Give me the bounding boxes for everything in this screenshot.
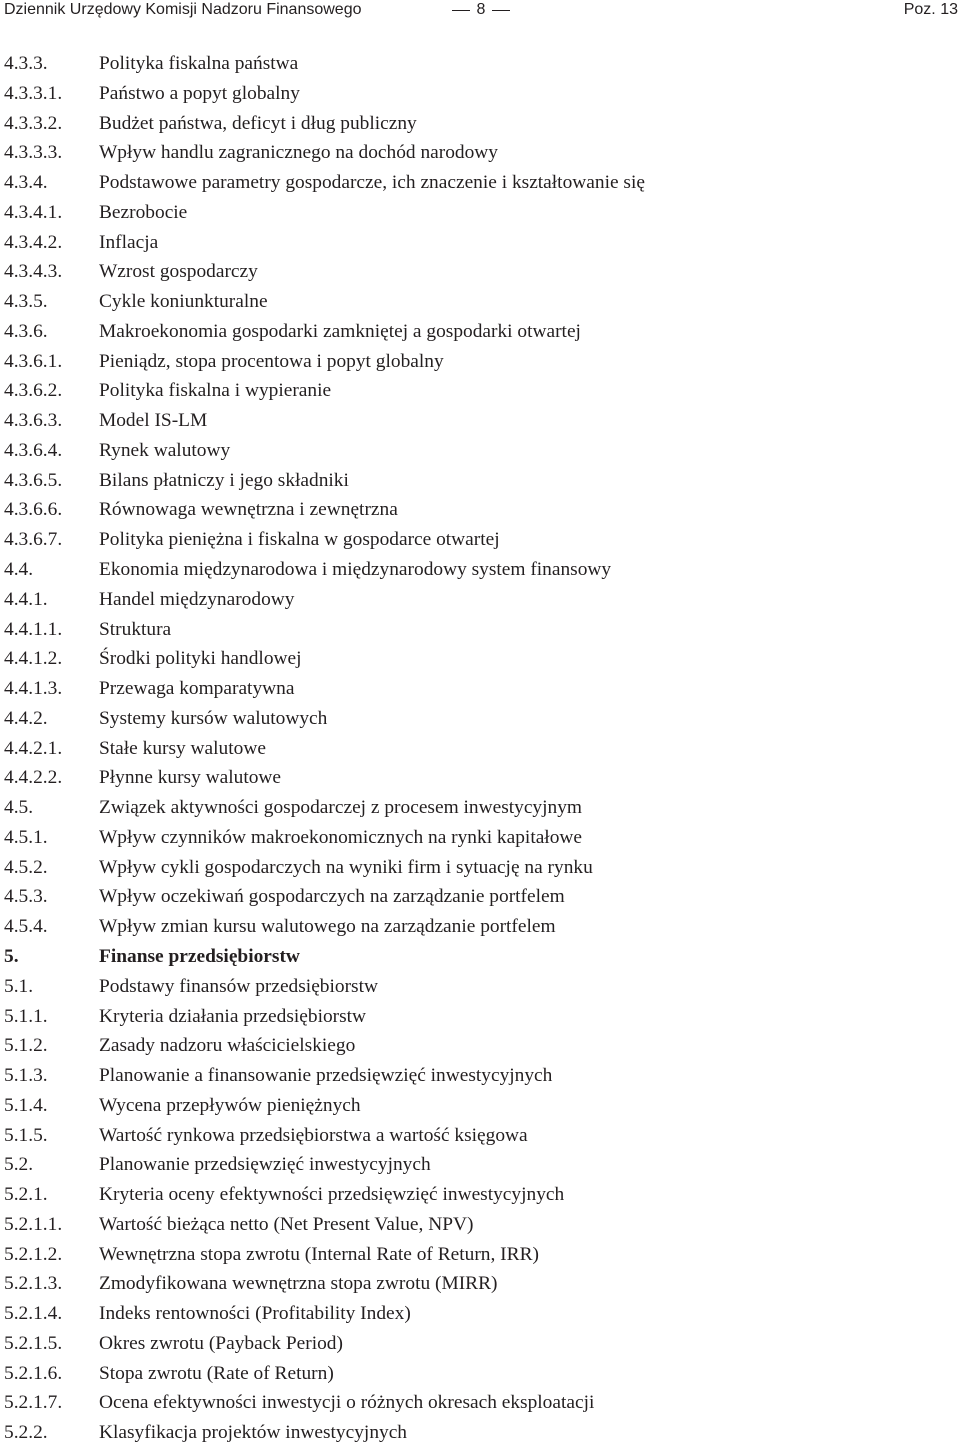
section-number: 4.5. xyxy=(4,797,34,819)
section-title: Budżet państwa, deficyt i dług publiczny xyxy=(99,112,417,134)
section-number: 4.3.3.1. xyxy=(4,82,63,104)
section-number: 4.3.6.5. xyxy=(4,469,63,491)
section-title: Cykle koniunkturalne xyxy=(99,291,268,313)
section-title: Indeks rentowności (Profitability Index) xyxy=(99,1303,411,1325)
page-number-group xyxy=(452,0,510,20)
toc-entry xyxy=(0,261,960,283)
toc-entry xyxy=(0,708,960,730)
section-title: Stopa zwrotu (Rate of Return) xyxy=(99,1362,334,1384)
toc-entry xyxy=(0,797,960,819)
toc-entry xyxy=(0,1035,960,1057)
section-number: 4.5.1. xyxy=(4,826,48,848)
section-number: 5.1.4. xyxy=(4,1094,48,1116)
toc-entry xyxy=(0,1214,960,1236)
toc-entry xyxy=(0,1154,960,1176)
section-number: 5.2.2. xyxy=(4,1422,48,1444)
toc-entry xyxy=(0,1273,960,1295)
section-number: 5.1.5. xyxy=(4,1124,48,1146)
toc-entry xyxy=(0,172,960,194)
section-number: 4.3.3. xyxy=(4,53,48,74)
section-title: Wpływ handlu zagranicznego na dochód narodowy xyxy=(99,142,498,164)
section-number: 4.3.3.3. xyxy=(4,142,63,164)
section-number: 4.3.4. xyxy=(4,172,48,194)
toc-entry xyxy=(0,916,960,938)
section-title: Wpływ zmian kursu walutowego na zarządzanie portfelem xyxy=(99,916,556,938)
toc-entry xyxy=(0,1244,960,1266)
section-title: Zasady nadzoru właścicielskiego xyxy=(99,1035,356,1057)
section-number: 5.1.2. xyxy=(4,1035,48,1057)
chapter-title: Finanse przedsiębiorstw xyxy=(99,945,300,967)
section-title: Inflacja xyxy=(99,231,159,253)
toc-entry xyxy=(0,351,960,373)
publication-title: Dziennik Urzędowy Komisji Nadzoru Finansowego xyxy=(4,1,362,18)
toc-entry xyxy=(0,1125,960,1147)
toc-entry xyxy=(0,380,960,402)
section-number: 4.3.4.3. xyxy=(4,261,63,283)
section-title: Handel międzynarodowy xyxy=(99,588,295,610)
page-number-rule-left xyxy=(452,10,470,11)
toc-entry xyxy=(0,291,960,313)
section-title: Podstawowe parametry gospodarcze, ich znaczenie i kształtowanie się xyxy=(99,172,645,194)
toc-entry xyxy=(0,1006,960,1028)
section-number: 5.1.1. xyxy=(4,1005,48,1027)
section-title: Wpływ oczekiwań gospodarczych na zarządzanie portfelem xyxy=(99,886,565,908)
toc-entry xyxy=(0,857,960,879)
section-title: Zmodyfikowana wewnętrzna stopa zwrotu (MIRR) xyxy=(99,1273,498,1295)
section-number: 5.2.1.6. xyxy=(4,1362,63,1384)
section-number: 4.5.4. xyxy=(4,916,48,938)
toc-entry xyxy=(0,1392,960,1414)
section-number: 4.3.4.2. xyxy=(4,231,63,253)
section-title: Systemy kursów walutowych xyxy=(99,707,328,729)
section-title: Stałe kursy walutowe xyxy=(99,737,266,759)
toc-entry xyxy=(0,767,960,789)
toc-entry xyxy=(0,619,960,641)
toc-entry xyxy=(0,738,960,760)
section-title: Ekonomia międzynarodowa i międzynarodowy system finansowy xyxy=(99,559,612,581)
section-title: Okres zwrotu (Payback Period) xyxy=(99,1332,343,1354)
toc-entry xyxy=(0,113,960,135)
section-title: Wartość bieżąca netto (Net Present Value, NPV) xyxy=(99,1213,474,1235)
section-number: 4.3.4.1. xyxy=(4,201,63,223)
toc-entry xyxy=(0,976,960,998)
toc-entry xyxy=(0,1095,960,1117)
section-number: 5.2.1.4. xyxy=(4,1303,63,1325)
toc-entry xyxy=(0,53,960,75)
section-title: Bezrobocie xyxy=(99,201,188,223)
section-number: 4.4.2.1. xyxy=(4,737,63,759)
toc-entry xyxy=(0,83,960,105)
section-number: 4.4. xyxy=(4,559,34,581)
section-number: 5.1. xyxy=(4,975,34,997)
toc-entry xyxy=(0,410,960,432)
toc-entry xyxy=(0,589,960,611)
section-title: Polityka pieniężna i fiskalna w gospodarce otwartej xyxy=(99,529,500,551)
section-number: 4.5.3. xyxy=(4,886,48,908)
toc-entry xyxy=(0,886,960,908)
section-title: Płynne kursy walutowe xyxy=(99,767,282,789)
section-title: Środki polityki handlowej xyxy=(99,648,302,670)
page-header xyxy=(0,0,960,20)
section-title: Wzrost gospodarczy xyxy=(99,261,258,283)
section-title: Wpływ cykli gospodarczych na wyniki firm i sytuację na rynku xyxy=(99,856,593,878)
toc-entry xyxy=(0,648,960,670)
section-title: Wewnętrzna stopa zwrotu (Internal Rate of Return, IRR) xyxy=(99,1243,539,1265)
section-number: 4.3.6.3. xyxy=(4,410,63,432)
section-title: Polityka fiskalna państwa xyxy=(99,53,299,74)
toc-entry xyxy=(0,1184,960,1206)
section-number: 5.1.3. xyxy=(4,1065,48,1087)
toc-entry xyxy=(0,1333,960,1355)
toc-entry xyxy=(0,232,960,254)
section-number: 4.3.6.6. xyxy=(4,499,63,521)
section-title: Przewaga komparatywna xyxy=(99,678,295,700)
toc-entry xyxy=(0,1065,960,1087)
section-number: 5.2.1.5. xyxy=(4,1332,63,1354)
position-number: Poz. 13 xyxy=(903,1,958,18)
section-number: 5.2.1. xyxy=(4,1184,48,1206)
section-title: Ocena efektywności inwestycji o różnych okresach eksploatacji xyxy=(99,1392,595,1414)
section-number: 4.4.1.1. xyxy=(4,618,63,640)
section-number: 4.3.6.1. xyxy=(4,350,63,372)
section-title: Struktura xyxy=(99,618,172,640)
toc-entry xyxy=(0,1422,960,1444)
section-number: 5.2.1.3. xyxy=(4,1273,63,1295)
page-number-rule-right xyxy=(492,10,510,11)
section-number: 5.2. xyxy=(4,1154,34,1176)
section-number: 5.2.1.1. xyxy=(4,1213,63,1235)
section-number: 4.3.6.7. xyxy=(4,529,63,551)
section-title: Kryteria działania przedsiębiorstw xyxy=(99,1005,367,1027)
section-title: Planowanie przedsięwzięć inwestycyjnych xyxy=(99,1154,431,1176)
toc-entry xyxy=(0,202,960,224)
section-number: 4.4.1.3. xyxy=(4,678,63,700)
toc-entry xyxy=(0,499,960,521)
toc-entry xyxy=(0,559,960,581)
section-title: Rynek walutowy xyxy=(99,439,231,461)
section-number: 4.3.5. xyxy=(4,291,48,313)
toc-entry xyxy=(0,142,960,164)
chapter-number: 5. xyxy=(4,945,19,967)
section-number: 4.3.3.2. xyxy=(4,112,63,134)
section-title: Kryteria oceny efektywności przedsięwzięć inwestycyjnych xyxy=(99,1184,565,1206)
toc-entry xyxy=(0,529,960,551)
section-title: Model IS-LM xyxy=(99,410,208,432)
section-title: Makroekonomia gospodarki zamkniętej a gospodarki otwartej xyxy=(99,320,581,342)
toc-entry xyxy=(0,1303,960,1325)
section-number: 4.4.2. xyxy=(4,707,48,729)
section-title: Bilans płatniczy i jego składniki xyxy=(99,469,349,491)
section-number: 5.2.1.2. xyxy=(4,1243,63,1265)
section-title: Pieniądz, stopa procentowa i popyt globalny xyxy=(99,350,444,372)
section-number: 4.5.2. xyxy=(4,856,48,878)
section-title: Klasyfikacja projektów inwestycyjnych xyxy=(99,1422,408,1444)
toc-entry xyxy=(0,440,960,462)
section-title: Polityka fiskalna i wypieranie xyxy=(99,380,332,402)
section-number: 4.4.1.2. xyxy=(4,648,63,670)
section-number: 4.3.6. xyxy=(4,320,48,342)
page-number: 8 xyxy=(476,1,486,18)
section-title: Wpływ czynników makroekonomicznych na rynki kapitałowe xyxy=(99,826,583,848)
toc-entry xyxy=(0,827,960,849)
chapter-heading-entry xyxy=(0,946,960,968)
section-title: Państwo a popyt globalny xyxy=(99,82,300,104)
section-number: 5.2.1.7. xyxy=(4,1392,63,1414)
section-number: 4.4.1. xyxy=(4,588,48,610)
toc-entry xyxy=(0,1363,960,1385)
section-title: Równowaga wewnętrzna i zewnętrzna xyxy=(99,499,398,521)
section-number: 4.3.6.4. xyxy=(4,439,63,461)
section-title: Wartość rynkowa przedsiębiorstwa a wartość księgowa xyxy=(99,1124,528,1146)
toc-entry xyxy=(0,470,960,492)
toc-entry xyxy=(0,678,960,700)
syllabus-list xyxy=(0,53,960,1444)
section-number: 4.4.2.2. xyxy=(4,767,63,789)
section-number: 4.3.6.2. xyxy=(4,380,63,402)
section-title: Planowanie a finansowanie przedsięwzięć inwestycyjnych xyxy=(99,1065,553,1087)
section-title: Wycena przepływów pieniężnych xyxy=(99,1094,361,1116)
toc-entry xyxy=(0,321,960,343)
section-title: Związek aktywności gospodarczej z procesem inwestycyjnym xyxy=(99,797,582,819)
section-title: Podstawy finansów przedsiębiorstw xyxy=(99,975,378,997)
